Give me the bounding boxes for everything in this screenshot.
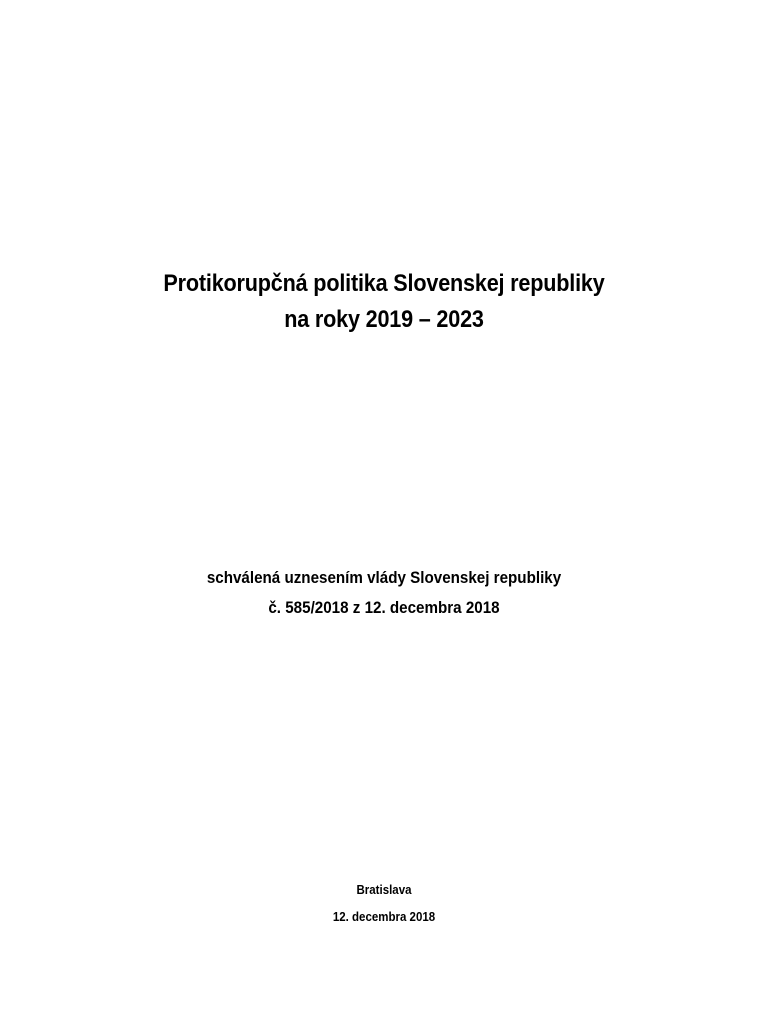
place-and-date	[0, 877, 768, 931]
approval-line-1: schválená uznesením vlády Slovenskej republiky	[206, 569, 562, 587]
approval-line-2: č. 585/2018 z 12. decembra 2018	[268, 599, 500, 617]
place-text: Bratislava	[356, 883, 412, 897]
title-line-1: Protikorupčná politika Slovenskej republiky	[163, 270, 605, 297]
approval-statement	[0, 563, 768, 623]
document-title	[0, 266, 768, 338]
title-line-2: na roky 2019 – 2023	[284, 306, 484, 333]
date-text: 12. decembra 2018	[332, 910, 436, 924]
